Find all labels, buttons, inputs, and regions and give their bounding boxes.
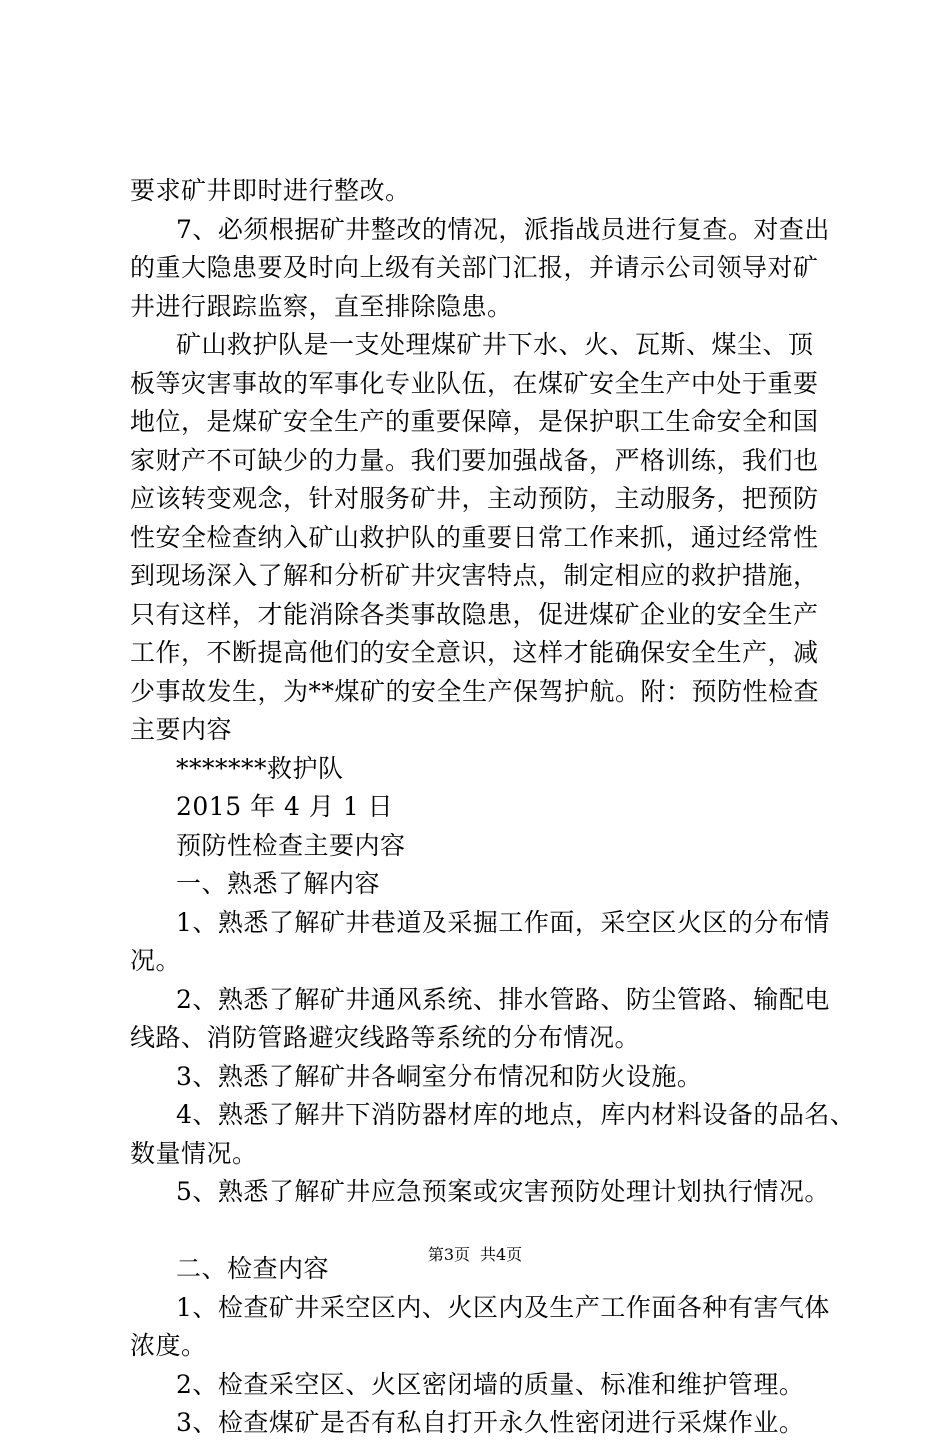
page-footer: [0, 1245, 950, 1265]
text-line: 1、检查矿井采空区内、火区内及生产工作面各种有害气体: [176, 1292, 830, 1322]
text-line: 工作，不断提高他们的安全意识，这样才能确保安全生产，减: [130, 638, 819, 667]
text-line: 2、熟悉了解矿井通风系统、排水管路、防尘管路、输配电: [176, 984, 830, 1014]
text-line: 矿山救护队是一支处理煤矿井下水、火、瓦斯、煤尘、顶: [176, 330, 814, 359]
text-line: 数量情况。: [130, 1138, 258, 1168]
signature-date: 2015 年 4 月 1 日: [176, 792, 394, 821]
section-heading: 一、熟悉了解内容: [176, 869, 381, 898]
text-line: 况。: [130, 946, 182, 975]
text-line: 少事故发生，为**煤矿的安全生产保驾护航。附：预防性检查: [130, 676, 820, 706]
text-line: 性安全检查纳入矿山救护队的重要日常工作来抓，通过经常性: [130, 522, 819, 552]
text-line: 只有这样，才能消除各类事故隐患，促进煤矿企业的安全生产: [130, 599, 819, 629]
text-line: 板等灾害事故的军事化专业队伍，在煤矿安全生产中处于重要: [130, 368, 819, 398]
signature-team: *******救护队: [176, 753, 344, 783]
text-line: 应该转变观念，针对服务矿井，主动预防，主动服务，把预防: [130, 484, 819, 513]
section-heading: 二、检查内容: [176, 1254, 330, 1283]
text-line: 主要内容: [130, 715, 233, 744]
text-line: 井进行跟踪监察，直至排除隐患。: [130, 291, 513, 321]
text-line: 地位，是煤矿安全生产的重要保障，是保护职工生命安全和国: [130, 407, 819, 436]
text-line: 4、熟悉了解井下消防器材库的地点，库内材料设备的品名、: [176, 1100, 856, 1129]
text-line: 1、熟悉了解矿井巷道及采掘工作面，采空区火区的分布情: [176, 907, 830, 937]
section-title: 预防性检查主要内容: [176, 830, 406, 860]
text-line: 浓度。: [130, 1331, 207, 1360]
text-line: 要求矿井即时进行整改。: [130, 176, 411, 205]
text-line: 线路、消防管路避灾线路等系统的分布情况。: [130, 1023, 641, 1052]
text-line: 7、必须根据矿井整改的情况，派指战员进行复查。对查出: [176, 214, 830, 244]
page-total: 共4页: [480, 1245, 523, 1264]
text-line: 3、熟悉了解矿井各峒室分布情况和防火设施。: [176, 1061, 703, 1091]
page-number: 第3页: [427, 1245, 470, 1264]
text-line: 2、检查采空区、火区密闭墙的质量、标准和维护管理。: [176, 1369, 805, 1399]
text-line: 家财产不可缺少的力量。我们要加强战备，严格训练，我们也: [130, 445, 819, 475]
text-line: 5、熟悉了解矿井应急预案或灾害预防处理计划执行情况。: [176, 1177, 830, 1206]
text-line: 到现场深入了解和分析矿井灾害特点，制定相应的救护措施，: [130, 561, 819, 590]
text-line: 3、检查煤矿是否有私自打开永久性密闭进行采煤作业。: [176, 1408, 805, 1437]
text-line: 的重大隐患要及时向上级有关部门汇报，并请示公司领导对矿: [130, 253, 819, 282]
